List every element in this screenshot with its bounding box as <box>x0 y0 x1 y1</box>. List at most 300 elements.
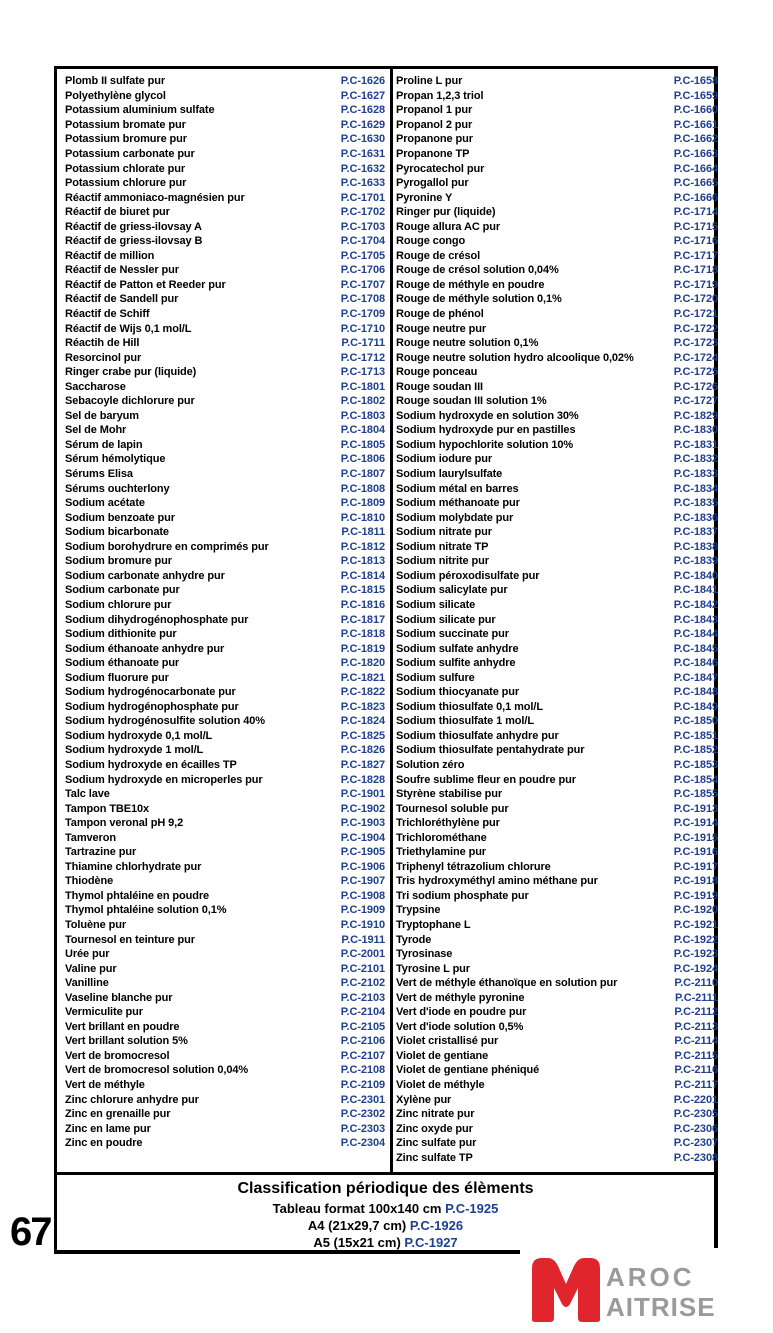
product-code: P.C-1913 <box>673 802 718 815</box>
product-name: Sodium éthanoate pur <box>65 657 180 670</box>
product-code: P.C-2302 <box>340 1108 385 1121</box>
product-row <box>65 205 385 220</box>
product-name: Réactif de Patton et Reeder pur <box>65 278 226 291</box>
product-code: P.C-1905 <box>340 846 385 859</box>
product-name: Vanilline <box>65 977 109 990</box>
catalog-table <box>54 66 718 1254</box>
product-code: P.C-1904 <box>340 831 385 844</box>
product-name: Sodium borohydrure en comprimés pur <box>65 540 269 553</box>
product-code: P.C-1706 <box>340 264 385 277</box>
product-name: Saccharose <box>65 380 126 393</box>
product-row <box>65 132 385 147</box>
product-code: P.C-1805 <box>340 438 385 451</box>
product-name: Propan 1,2,3 triol <box>396 89 484 102</box>
product-code: P.C-1840 <box>673 569 718 582</box>
product-name: Sodium péroxodisulfate pur <box>396 569 540 582</box>
product-row <box>396 1005 718 1020</box>
product-name: Propanone TP <box>396 148 470 160</box>
product-row <box>65 263 385 278</box>
product-code: P.C-1702 <box>340 206 385 219</box>
footer-title: Classification périodique des élèments <box>237 1180 534 1197</box>
product-code: P.C-2114 <box>674 1035 718 1048</box>
product-code: P.C-1664 <box>673 162 718 175</box>
product-code: P.C-1713 <box>340 366 385 379</box>
product-code: P.C-1807 <box>340 468 385 481</box>
product-name: Réactih de Hill <box>65 337 140 350</box>
product-code: P.C-2115 <box>674 1049 718 1062</box>
product-row <box>396 409 718 424</box>
product-row <box>396 685 718 700</box>
product-row <box>65 714 385 729</box>
product-name: Thiamine chlorhydrate pur <box>65 860 202 873</box>
product-row <box>65 467 385 482</box>
product-name: Sodium dithionite pur <box>65 628 177 641</box>
product-code: P.C-2001 <box>340 948 385 961</box>
product-code: P.C-1801 <box>340 380 385 393</box>
product-code: P.C-1711 <box>341 337 385 350</box>
logo-m-shape <box>532 1258 600 1322</box>
product-code: P.C-2110 <box>674 977 718 990</box>
product-code: P.C-1844 <box>673 628 718 641</box>
product-name: Rouge neutre solution hydro alcoolique 0,02% <box>396 351 634 364</box>
product-row <box>65 583 385 598</box>
product-name: Sodium sulfite anhydre <box>396 657 516 670</box>
product-code: P.C-1716 <box>673 235 718 248</box>
product-row <box>65 598 385 613</box>
product-code: P.C-1906 <box>340 860 385 873</box>
product-name: Potassium bromate pur <box>65 118 186 131</box>
product-row <box>396 801 718 816</box>
product-row <box>396 103 718 118</box>
product-code: P.C-1918 <box>673 875 718 888</box>
product-row <box>65 845 385 860</box>
product-name: Ringer crabe pur (liquide) <box>65 366 197 379</box>
product-row <box>65 1063 385 1078</box>
product-name: Sérums Elisa <box>65 468 133 481</box>
product-row <box>65 176 385 191</box>
product-row <box>65 1005 385 1020</box>
product-row <box>65 540 385 555</box>
product-row <box>396 554 718 569</box>
product-name: Rouge de crésol <box>396 249 481 262</box>
product-name: Zinc chlorure anhydre pur <box>65 1093 199 1106</box>
product-row <box>65 321 385 336</box>
product-row <box>396 74 718 89</box>
product-code: P.C-1666 <box>673 191 718 204</box>
product-code: P.C-2109 <box>340 1079 385 1091</box>
product-name: Sel de baryum <box>65 409 139 422</box>
product-name: Rouge de méthyle solution 0,1% <box>396 293 562 306</box>
product-row <box>396 627 718 642</box>
product-row <box>65 743 385 758</box>
product-name: Sodium nitrite pur <box>396 555 489 568</box>
product-code: P.C-2101 <box>340 962 385 975</box>
product-row <box>65 772 385 787</box>
product-name: Sodium carbonate anhydre pur <box>65 569 225 582</box>
product-name: Sodium hydroxyde en écailles TP <box>65 758 237 771</box>
product-name: Tyrosine L pur <box>396 962 470 975</box>
product-row <box>65 874 385 889</box>
product-name: Vert brillant solution 5% <box>65 1035 188 1048</box>
product-code: P.C-1849 <box>673 700 718 713</box>
product-code: P.C-1701 <box>340 191 385 204</box>
product-name: Zinc en lame pur <box>65 1122 151 1135</box>
product-name: Propanol 1 pur <box>396 104 473 117</box>
product-name: Valine pur <box>65 962 117 975</box>
product-name: Sodium hypochlorite solution 10% <box>396 438 574 451</box>
product-name: Sebacoyle dichlorure pur <box>65 395 195 408</box>
product-row <box>396 1063 718 1078</box>
product-name: Sel de Mohr <box>65 424 127 437</box>
product-code: P.C-1658 <box>673 75 718 88</box>
product-code: P.C-1839 <box>673 555 718 568</box>
product-row <box>65 379 385 394</box>
product-name: Zinc sulfate pur <box>396 1137 477 1150</box>
product-name: Rouge allura AC pur <box>396 220 501 233</box>
product-name: Rouge soudan III solution 1% <box>396 395 547 408</box>
product-name: Tris hydroxyméthyl amino méthane pur <box>396 875 598 888</box>
product-code: P.C-1908 <box>340 889 385 902</box>
product-row <box>65 1092 385 1107</box>
product-row <box>65 569 385 584</box>
product-code: P.C-2117 <box>674 1079 718 1091</box>
column-divider <box>390 69 393 1174</box>
product-name: Sodium succinate pur <box>396 628 509 641</box>
product-name: Pyrocatechol pur <box>396 162 485 175</box>
product-name: Violet de gentiane <box>396 1049 489 1062</box>
product-row <box>65 74 385 89</box>
product-name: Sodium carbonate pur <box>65 584 180 597</box>
product-name: Rouge soudan III <box>396 380 484 393</box>
product-code: P.C-2103 <box>340 991 385 1004</box>
product-row <box>65 641 385 656</box>
product-name: Pyronine Y <box>396 191 453 204</box>
product-code: P.C-1924 <box>673 962 718 975</box>
product-code: P.C-1704 <box>340 235 385 248</box>
product-name: Sodium thiosulfate 0,1 mol/L <box>396 700 543 713</box>
product-row <box>65 918 385 933</box>
product-name: Sodium hydroxyde 0,1 mol/L <box>65 729 213 742</box>
product-row <box>396 612 718 627</box>
product-row <box>396 860 718 875</box>
product-row <box>65 787 385 802</box>
product-code: P.C-1802 <box>340 395 385 408</box>
product-row <box>396 1107 718 1122</box>
product-name: Plomb II sulfate pur <box>65 75 166 88</box>
product-code: P.C-2108 <box>340 1064 385 1077</box>
product-row <box>396 889 718 904</box>
product-name: Sodium chlorure pur <box>65 598 172 611</box>
product-row <box>396 365 718 380</box>
product-code: P.C-1811 <box>341 526 385 539</box>
product-code: P.C-1718 <box>673 264 718 277</box>
product-code: P.C-1628 <box>340 104 385 117</box>
product-name: Réactif de griess-ilovsay B <box>65 235 203 248</box>
product-row <box>65 292 385 307</box>
product-name: Tri sodium phosphate pur <box>396 889 529 902</box>
product-name: Sodium hydroxyde 1 mol/L <box>65 744 204 757</box>
product-name: Rouge de méthyle en poudre <box>396 278 545 291</box>
product-code: P.C-2304 <box>340 1137 385 1150</box>
product-row <box>65 758 385 773</box>
product-name: Violet cristallisé pur <box>396 1035 499 1048</box>
product-name: Zinc sulfate TP <box>396 1151 473 1164</box>
product-name: Trichlorométhane <box>396 831 487 844</box>
product-code: P.C-1827 <box>340 758 385 771</box>
product-code: P.C-1842 <box>673 598 718 611</box>
product-name: Potassium bromure pur <box>65 133 187 146</box>
product-row <box>396 787 718 802</box>
product-name: Sodium hydrogénocarbonate pur <box>65 686 236 699</box>
product-code: P.C-2201 <box>673 1093 718 1106</box>
product-row <box>396 1136 718 1151</box>
product-row <box>396 321 718 336</box>
footer-line-poster: Tableau format 100x140 cm P.C-1925 <box>272 1201 499 1216</box>
product-row <box>396 932 718 947</box>
product-name: Vermiculite pur <box>65 1006 143 1019</box>
product-code: P.C-2307 <box>673 1137 718 1150</box>
product-name: Sérum hémolytique <box>65 453 166 466</box>
product-code: P.C-1813 <box>340 555 385 568</box>
product-code: P.C-1825 <box>340 729 385 742</box>
product-row <box>396 830 718 845</box>
product-name: Tyrosinase <box>396 948 453 961</box>
product-code: P.C-1633 <box>340 177 385 190</box>
product-name: Polyethylène glycol <box>65 89 166 102</box>
product-code: P.C-1806 <box>340 453 385 466</box>
product-name: Rouge neutre solution 0,1% <box>396 337 539 350</box>
product-row <box>396 976 718 991</box>
product-row <box>396 278 718 293</box>
product-name: Tournesol soluble pur <box>396 802 509 815</box>
product-name: Rouge neutre pur <box>396 322 487 335</box>
product-name: Réactif ammoniaco-magnésien pur <box>65 191 245 204</box>
product-row <box>396 641 718 656</box>
product-code: P.C-1901 <box>340 788 385 801</box>
product-row <box>65 889 385 904</box>
product-name: Rouge de crésol solution 0,04% <box>396 264 559 277</box>
product-row <box>396 190 718 205</box>
product-name: Zinc en poudre <box>65 1137 143 1150</box>
product-code: P.C-1854 <box>673 773 718 786</box>
product-code: P.C-1853 <box>673 758 718 771</box>
product-row <box>65 670 385 685</box>
product-name: Vert de méthyle éthanoïque en solution pur <box>396 977 618 990</box>
product-code: P.C-1822 <box>340 686 385 699</box>
product-code: P.C-1914 <box>673 817 718 830</box>
product-name: Sodium acétate <box>65 497 145 510</box>
product-name: Tyrode <box>396 933 432 946</box>
logo-text-top: AROC <box>606 1262 695 1292</box>
product-row <box>65 190 385 205</box>
product-name: Sodium thiosulfate 1 mol/L <box>396 715 534 728</box>
product-row <box>396 525 718 540</box>
product-name: Tartrazine pur <box>65 846 137 859</box>
product-name: Sodium thiosulfate anhydre pur <box>396 729 559 742</box>
product-row <box>65 976 385 991</box>
product-code: P.C-1855 <box>673 788 718 801</box>
product-name: Sodium hydroxyde pur en pastilles <box>396 424 576 437</box>
product-name: Tournesol en teinture pur <box>65 933 195 946</box>
product-code: P.C-1820 <box>340 657 385 670</box>
product-name: Vert de bromocresol solution 0,04% <box>65 1064 249 1077</box>
product-code: P.C-1709 <box>340 308 385 321</box>
product-row <box>396 598 718 613</box>
product-name: Soufre sublime fleur en poudre pur <box>396 773 576 786</box>
product-name: Sérum de lapin <box>65 438 143 451</box>
product-row <box>396 1150 718 1165</box>
product-code: P.C-1710 <box>340 322 385 335</box>
product-code: P.C-1661 <box>673 118 718 131</box>
product-name: Sodium nitrate pur <box>396 526 492 539</box>
product-code: P.C-1917 <box>673 860 718 873</box>
product-row <box>396 510 718 525</box>
product-name: Vert de méthyle pyronine <box>396 991 525 1004</box>
product-name: Sodium nitrate TP <box>396 540 489 553</box>
product-name: Trichloréthylène pur <box>396 817 500 830</box>
product-row <box>65 147 385 162</box>
product-code: P.C-1830 <box>673 424 718 437</box>
product-code: P.C-1715 <box>673 220 718 233</box>
product-name: Réactif de Sandell pur <box>65 293 179 306</box>
product-row <box>396 961 718 976</box>
product-row <box>65 830 385 845</box>
product-row <box>396 219 718 234</box>
product-name: Sodium iodure pur <box>396 453 493 466</box>
product-row <box>396 350 718 365</box>
product-code: P.C-1838 <box>673 540 718 553</box>
product-row <box>396 118 718 133</box>
product-row <box>65 801 385 816</box>
page-number: 67 <box>10 1210 51 1254</box>
product-name: Réactif de biuret pur <box>65 206 170 219</box>
product-name: Sodium dihydrogénophosphate pur <box>65 613 249 626</box>
product-name: Tampon veronal pH 9,2 <box>65 817 184 830</box>
product-row <box>65 394 385 409</box>
product-row <box>65 249 385 264</box>
product-row <box>396 1121 718 1136</box>
product-code: P.C-2301 <box>340 1093 385 1106</box>
product-code: P.C-1720 <box>673 293 718 306</box>
product-code: P.C-1915 <box>673 831 718 844</box>
product-name: Sodium éthanoate anhydre pur <box>65 642 225 655</box>
product-code: P.C-1829 <box>673 409 718 422</box>
product-row <box>396 161 718 176</box>
product-code: P.C-2104 <box>340 1006 385 1019</box>
product-code: P.C-1920 <box>673 904 718 917</box>
product-row <box>396 816 718 831</box>
product-row <box>65 1034 385 1049</box>
product-code: P.C-2305 <box>673 1108 718 1121</box>
product-code: P.C-2111 <box>674 991 718 1004</box>
product-code: P.C-1814 <box>340 569 385 582</box>
product-name: Sodium métal en barres <box>396 482 519 495</box>
product-row <box>396 249 718 264</box>
product-code: P.C-1723 <box>673 337 718 350</box>
product-row <box>396 496 718 511</box>
product-name: Potassium aluminium sulfate <box>65 104 215 117</box>
product-name: Solution zéro <box>396 758 465 771</box>
product-code: P.C-1722 <box>673 322 718 335</box>
product-row <box>396 990 718 1005</box>
product-name: Réactif de Nessler pur <box>65 264 179 277</box>
product-row <box>65 990 385 1005</box>
product-code: P.C-1919 <box>673 889 718 902</box>
product-name: Sodium bicarbonate <box>65 526 169 539</box>
product-name: Thiodène <box>65 875 114 888</box>
product-name: Réactif de Schiff <box>65 308 150 321</box>
product-code: P.C-1850 <box>673 715 718 728</box>
product-row <box>396 743 718 758</box>
product-name: Potassium carbonate pur <box>65 148 195 160</box>
product-row <box>65 947 385 962</box>
product-row <box>396 540 718 555</box>
product-name: Réactif de Wijs 0,1 mol/L <box>65 322 192 335</box>
product-row <box>65 1107 385 1122</box>
product-row <box>396 947 718 962</box>
product-row <box>65 161 385 176</box>
product-code: P.C-1726 <box>673 380 718 393</box>
product-row <box>396 176 718 191</box>
product-row <box>396 918 718 933</box>
product-name: Sodium hydrogénosulfite solution 40% <box>65 715 265 728</box>
product-name: Resorcinol pur <box>65 351 142 364</box>
footer-line-a4: A4 (21x29,7 cm) P.C-1926 <box>307 1218 464 1233</box>
product-code: P.C-1916 <box>673 846 718 859</box>
product-name: Ringer pur (liquide) <box>396 206 496 219</box>
product-name: Thymol phtaléine solution 0,1% <box>65 904 227 917</box>
product-row <box>396 656 718 671</box>
product-code: P.C-1705 <box>340 249 385 262</box>
product-row <box>396 1020 718 1035</box>
product-row <box>65 729 385 744</box>
product-code: P.C-1659 <box>673 89 718 102</box>
product-code: P.C-1837 <box>673 526 718 539</box>
product-name: Triphenyl tétrazolium chlorure <box>396 860 551 873</box>
product-row <box>396 205 718 220</box>
product-name: Sodium thiocyanate pur <box>396 686 520 699</box>
product-code: P.C-1828 <box>340 773 385 786</box>
product-row <box>396 583 718 598</box>
product-code: P.C-1810 <box>340 511 385 524</box>
product-name: Propanone pur <box>396 133 473 146</box>
product-row <box>65 438 385 453</box>
product-code: P.C-1804 <box>340 424 385 437</box>
product-name: Sodium molybdate pur <box>396 511 514 524</box>
product-code: P.C-1629 <box>340 118 385 131</box>
product-row <box>65 496 385 511</box>
product-name: Vert de méthyle <box>65 1079 145 1091</box>
product-code: P.C-1911 <box>341 933 385 946</box>
product-row <box>396 569 718 584</box>
product-row <box>65 350 385 365</box>
product-name: Sodium hydroxyde en microperles pur <box>65 773 263 786</box>
product-row <box>396 394 718 409</box>
product-row <box>65 423 385 438</box>
product-code: P.C-1707 <box>340 278 385 291</box>
product-row <box>396 292 718 307</box>
product-name: Triethylamine pur <box>396 846 486 859</box>
product-name: Potassium chlorate pur <box>65 162 186 175</box>
product-code: P.C-1903 <box>340 817 385 830</box>
product-name: Zinc oxyde pur <box>396 1122 473 1135</box>
product-code: P.C-1663 <box>673 148 718 160</box>
product-code: P.C-2308 <box>673 1151 718 1164</box>
product-row <box>396 1049 718 1064</box>
product-code: P.C-1847 <box>673 671 718 684</box>
product-row <box>65 685 385 700</box>
product-code: P.C-2107 <box>340 1049 385 1062</box>
